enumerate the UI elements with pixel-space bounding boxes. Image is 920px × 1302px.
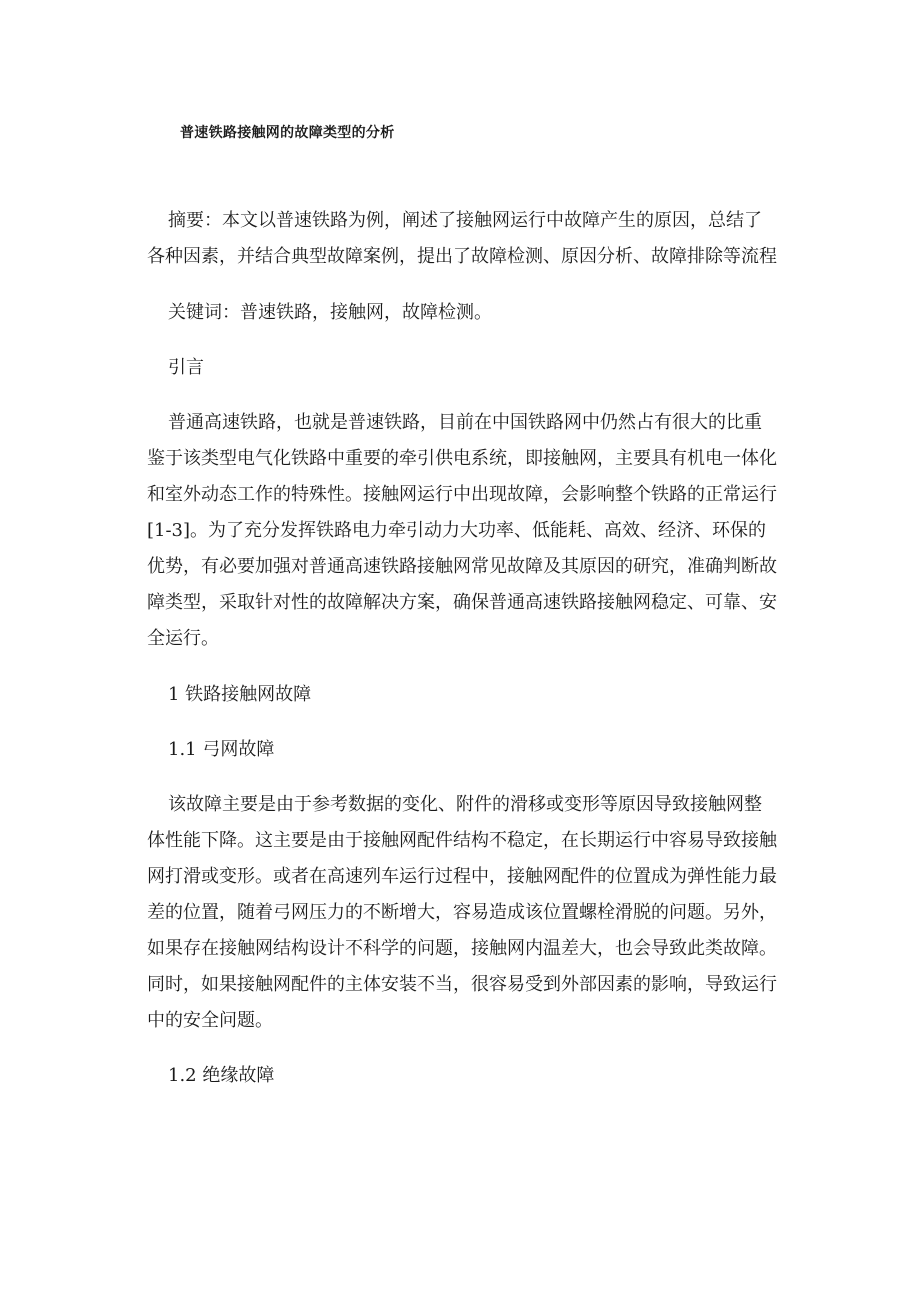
- intro-heading: 引言: [168, 357, 204, 378]
- section-paragraph-line: 如果存在接触网结构设计不科学的问题，接触网内温差大，也会导致此类故障。: [147, 938, 777, 959]
- intro-paragraph-line: 鉴于该类型电气化铁路中重要的牵引供电系统，即接触网，主要具有机电一体化: [147, 448, 777, 469]
- subsection-heading: 1.1 弓网故障: [168, 739, 275, 760]
- abstract-line: 各种因素，并结合典型故障案例，提出了故障检测、原因分析、故障排除等流程: [147, 246, 777, 267]
- intro-paragraph-line: 普通高速铁路，也就是普速铁路，目前在中国铁路网中仍然占有很大的比重: [168, 412, 762, 433]
- intro-paragraph-line: 和室外动态工作的特殊性。接触网运行中出现故障，会影响整个铁路的正常运行: [147, 484, 777, 505]
- intro-paragraph-line: 优势，有必要加强对普通高速铁路接触网常见故障及其原因的研究，准确判断故: [147, 556, 777, 577]
- section-paragraph-line: 网打滑或变形。或者在高速列车运行过程中，接触网配件的位置成为弹性能力最: [147, 866, 777, 887]
- section-heading: 1 铁路接触网故障: [168, 684, 312, 705]
- keywords: 关键词：普速铁路，接触网，故障检测。: [168, 302, 492, 323]
- intro-paragraph-line: 全运行。: [147, 628, 219, 649]
- section-paragraph-line: 中的安全问题。: [147, 1010, 273, 1031]
- section-paragraph-line: 同时，如果接触网配件的主体安装不当，很容易受到外部因素的影响，导致运行: [147, 974, 777, 995]
- intro-paragraph-line: 障类型，采取针对性的故障解决方案，确保普通高速铁路接触网稳定、可靠、安: [147, 592, 777, 613]
- section-paragraph-line: 体性能下降。这主要是由于接触网配件结构不稳定，在长期运行中容易导致接触: [147, 830, 777, 851]
- subsection-heading: 1.2 绝缘故障: [168, 1065, 275, 1086]
- abstract-line: 摘要：本文以普速铁路为例，阐述了接触网运行中故障产生的原因，总结了: [168, 210, 762, 231]
- section-paragraph-line: 差的位置，随着弓网压力的不断增大，容易造成该位置螺栓滑脱的问题。另外，: [147, 902, 777, 923]
- intro-paragraph-line: [1-3]。为了充分发挥铁路电力牵引动力大功率、低能耗、高效、经济、环保的: [147, 520, 767, 541]
- section-paragraph-line: 该故障主要是由于参考数据的变化、附件的滑移或变形等原因导致接触网整: [168, 794, 762, 815]
- document-title: 普速铁路接触网的故障类型的分析: [180, 125, 395, 141]
